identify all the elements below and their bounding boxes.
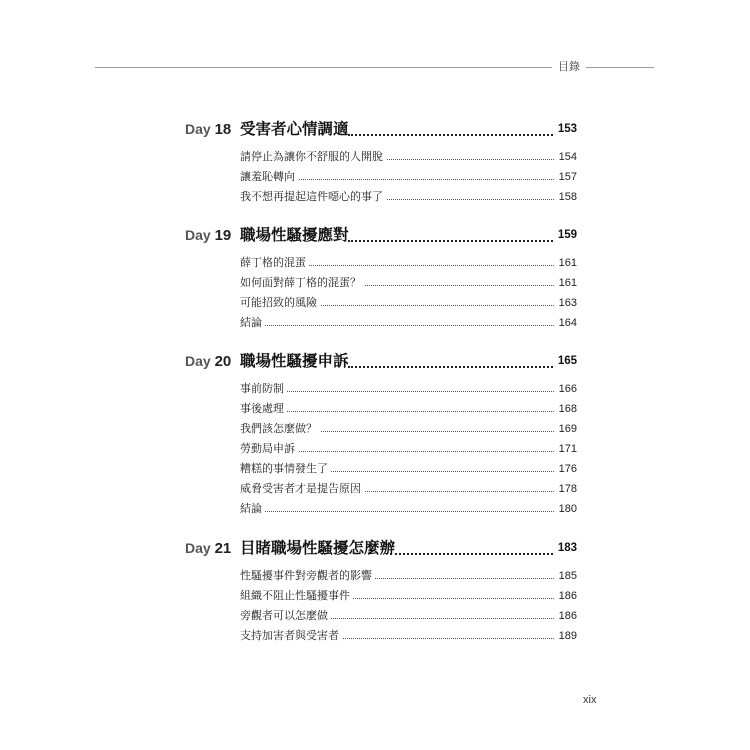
day-label: Day 20	[185, 353, 232, 370]
chapter-title: 職場性騷擾申訴	[240, 352, 349, 370]
entry-page: 161	[556, 254, 577, 272]
toc-entry[interactable]	[0, 567, 750, 585]
entry-page: 185	[556, 567, 577, 585]
dot-leader	[348, 131, 553, 136]
entry-title: 結論	[240, 314, 265, 332]
toc-chapter[interactable]	[0, 117, 750, 141]
entry-page: 158	[556, 188, 577, 206]
dot-leader	[240, 511, 554, 512]
entry-title: 讓羞恥轉向	[240, 168, 298, 186]
chapter-title: 受害者心情調適	[240, 120, 349, 138]
entry-title: 事前防制	[240, 380, 287, 398]
entry-title: 性騷擾事件對旁觀者的影響	[240, 567, 375, 585]
toc-entry[interactable]	[0, 274, 750, 292]
toc-entry[interactable]	[0, 168, 750, 186]
chapter-page: 165	[557, 355, 577, 367]
entry-page: 161	[556, 274, 577, 292]
day-label: Day 21	[185, 540, 232, 557]
toc-entry[interactable]	[0, 254, 750, 272]
toc-entry[interactable]	[0, 188, 750, 206]
dot-leader	[348, 363, 553, 368]
entry-page: 176	[556, 460, 577, 478]
toc-entry[interactable]	[0, 587, 750, 605]
entry-page: 164	[556, 314, 577, 332]
entry-title: 我們該怎麼做？	[240, 420, 320, 438]
dot-leader	[240, 325, 554, 326]
entry-title: 組織不阻止性騷擾事件	[240, 587, 353, 605]
entry-title: 勞動局申訴	[240, 440, 298, 458]
toc-entry[interactable]	[0, 480, 750, 498]
toc-entry[interactable]	[0, 500, 750, 518]
toc-chapter[interactable]	[0, 536, 750, 560]
entry-title: 旁觀者可以怎麼做	[240, 607, 331, 625]
toc-entry[interactable]	[0, 314, 750, 332]
toc-entry[interactable]	[0, 400, 750, 418]
entry-title: 威脅受害者才是提告原因	[240, 480, 364, 498]
entry-title: 支持加害者與受害者	[240, 627, 342, 645]
chapter-page: 153	[557, 123, 577, 135]
day-label: Day 18	[185, 121, 232, 138]
toc-entry[interactable]	[0, 148, 750, 166]
entry-page: 166	[556, 380, 577, 398]
entry-title: 結論	[240, 500, 265, 518]
dot-leader	[240, 411, 554, 412]
toc-entry[interactable]	[0, 607, 750, 625]
entry-page: 169	[556, 420, 577, 438]
header-rule-right	[586, 67, 654, 68]
entry-page: 163	[556, 294, 577, 312]
toc-entry[interactable]	[0, 294, 750, 312]
running-header: 目錄	[558, 60, 580, 73]
header-rule-left	[95, 67, 552, 68]
entry-page: 157	[556, 168, 577, 186]
entry-title: 如何面對薛丁格的混蛋？	[240, 274, 364, 292]
toc-entry[interactable]	[0, 440, 750, 458]
entry-page: 154	[556, 148, 577, 166]
dot-leader	[390, 550, 553, 555]
toc-chapter[interactable]	[0, 349, 750, 373]
entry-page: 189	[556, 627, 577, 645]
entry-page: 171	[556, 440, 577, 458]
entry-title: 事後處理	[240, 400, 287, 418]
chapter-title: 目睹職場性騷擾怎麼辦	[240, 539, 396, 557]
entry-page: 168	[556, 400, 577, 418]
entry-title: 薛丁格的混蛋	[240, 254, 309, 272]
page-number: xix	[583, 694, 597, 706]
day-label: Day 19	[185, 227, 232, 244]
toc-entry[interactable]	[0, 380, 750, 398]
dot-leader	[240, 391, 554, 392]
entry-page: 186	[556, 607, 577, 625]
dot-leader	[348, 237, 553, 242]
chapter-page: 159	[557, 229, 577, 241]
entry-title: 糟糕的事情發生了	[240, 460, 331, 478]
entry-page: 180	[556, 500, 577, 518]
entry-page: 186	[556, 587, 577, 605]
chapter-title: 職場性騷擾應對	[240, 226, 349, 244]
entry-title: 可能招致的風險	[240, 294, 320, 312]
toc-entry[interactable]	[0, 420, 750, 438]
entry-page: 178	[556, 480, 577, 498]
entry-title: 我不想再提起這件噁心的事了	[240, 188, 386, 206]
toc-chapter[interactable]	[0, 223, 750, 247]
toc-entry[interactable]	[0, 460, 750, 478]
toc-entry[interactable]	[0, 627, 750, 645]
chapter-page: 183	[557, 542, 577, 554]
entry-title: 請停止為讓你不舒服的人開脫	[240, 148, 386, 166]
